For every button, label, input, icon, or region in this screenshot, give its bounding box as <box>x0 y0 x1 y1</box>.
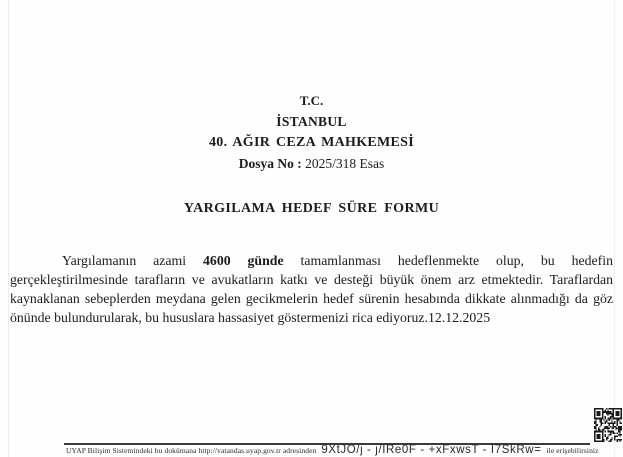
header-court-name: 40. AĞIR CEZA MAHKEMESİ <box>208 135 415 150</box>
page-edge-left <box>8 0 9 457</box>
footer-access-code: 9XtJO/j - j/IRe0F - +xFxwsT - I7SkRw= <box>321 444 542 456</box>
page-edge-right <box>614 0 615 457</box>
header-case-number <box>0 153 623 174</box>
header-country: T.C. <box>299 93 324 108</box>
footer-access-suffix: ile erişebilirsiniz <box>546 446 599 455</box>
body-text-start: Yargılamanın azami <box>62 252 204 268</box>
footer-access-text: UYAP Bilişim Sistemindeki bu dokümana http://vatandas.uyap.gov.tr adresinden <box>66 446 317 455</box>
footer-access-info <box>66 444 599 456</box>
document-title: YARGILAMA HEDEF SÜRE FORMU <box>183 201 440 216</box>
document-date: 12.12.2025 <box>428 310 491 326</box>
case-number-label: Dosya No : <box>238 156 302 171</box>
document-body-paragraph <box>10 251 613 328</box>
qr-code-icon <box>594 408 622 442</box>
document-header <box>0 90 623 174</box>
header-city: İSTANBUL <box>276 114 347 129</box>
case-number-value: 2025/318 Esas <box>305 156 385 171</box>
body-text-end: tamamlanması hedeflenmekte olup, bu hedefin gerçekleştirilmesinde tarafların ve avukatların katkı ve desteği büyük önem arz etmektedir. Taraflardan kaynaklanan sebeplerden meydana gelen gecikmelerin hedef sürenin hesabında dikkate alınmadığı da göz önünde bulundurularak, bu hususlara hassasiyet göstermenizi rica ediyoruz. <box>10 252 613 326</box>
body-target-duration: 4600 günde <box>203 252 284 268</box>
